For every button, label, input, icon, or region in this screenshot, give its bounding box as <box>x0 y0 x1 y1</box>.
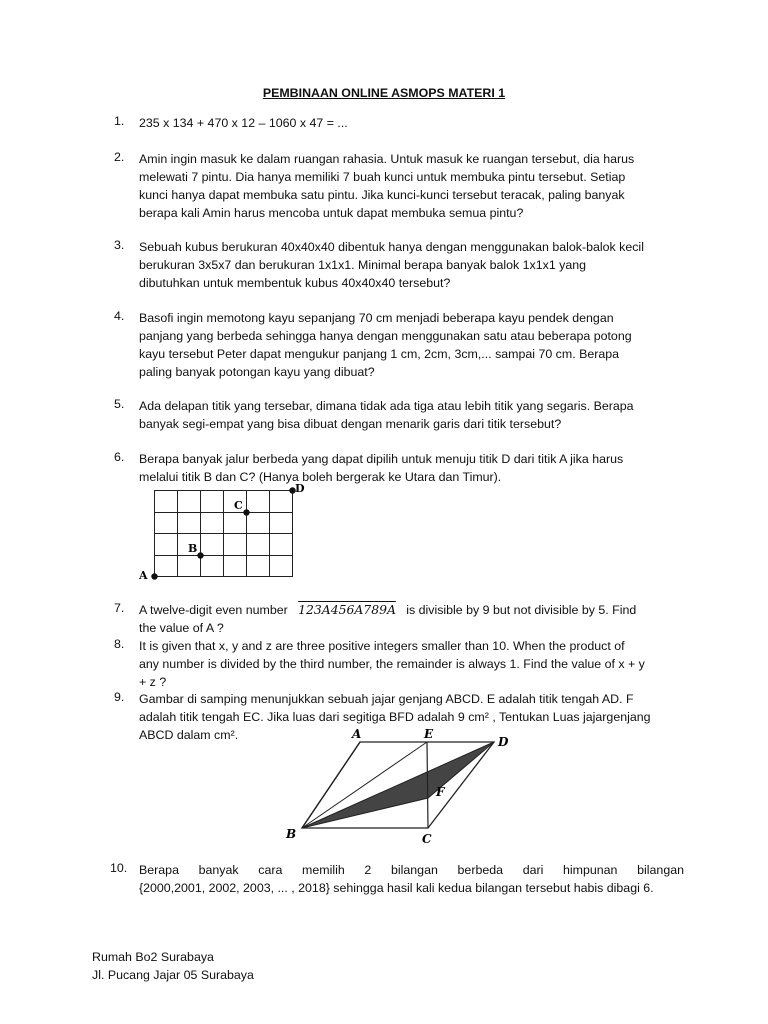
text-line: the value of A ? <box>139 621 224 635</box>
text-line: berukuran 3x5x7 dan berukuran 1x1x1. Minimal berapa banyak balok 1x1x1 yang <box>139 258 587 272</box>
text-line: paling banyak potongan kayu yang dibuat? <box>139 365 375 379</box>
label-a: A <box>352 727 362 741</box>
text-segment: is divisible by 9 but not divisible by 5. Find <box>406 603 637 617</box>
text-line: panjang yang berbeda sehingga hanya dengan menggunakan satu atau beberapa potong <box>139 329 632 343</box>
text-line: It is given that x, y and z are three positive integers smaller than 10. When the product of <box>139 639 625 653</box>
problem-10-text <box>139 861 684 897</box>
problem-number: 2. <box>114 150 125 164</box>
point-a <box>151 573 157 579</box>
text-line: kayu tersebut Peter dapat mengukur panjang 1 cm, 2cm, 3cm,... sampai 70 cm. Berapa <box>139 347 620 361</box>
problem-number: 7. <box>114 601 125 615</box>
problem-number: 10. <box>110 861 128 875</box>
overlined-number: 123A456A789A <box>298 602 396 617</box>
problem-number: 1. <box>114 114 125 128</box>
problem-3-text <box>139 238 684 292</box>
problem-number: 8. <box>114 637 125 651</box>
problem-number: 6. <box>114 450 125 464</box>
label-e: E <box>424 727 434 741</box>
grid-diagram <box>130 478 310 586</box>
text-line: Sebuah kubus berukuran 40x40x40 dibentuk hanya dengan menggunakan balok-balok kecil <box>139 240 644 254</box>
label-a: A <box>139 569 148 582</box>
text-line: Ada delapan titik yang tersebar, dimana tidak ada tiga atau lebih titik yang segaris. Berapa <box>139 399 634 413</box>
text-line: ABCD dalam cm². <box>139 728 239 742</box>
footer-line: Jl. Pucang Jajar 05 Surabaya <box>92 968 254 982</box>
point-c <box>243 509 249 515</box>
problem-number: 5. <box>114 397 125 411</box>
text-line: any number is divided by the third number, the remainder is always 1. Find the value of x + y <box>139 657 645 671</box>
text-line: Basofi ingin memotong kayu sepanjang 70 cm menjadi beberapa kayu pendek dengan <box>139 311 614 325</box>
problem-5-text <box>139 397 684 433</box>
label-b: B <box>188 542 198 555</box>
text-line: + z ? <box>139 675 167 689</box>
text-line: Berapa banyak cara memilih 2 bilangan berbeda dari himpunan bilangan <box>139 863 684 877</box>
problem-number: 4. <box>114 309 125 323</box>
text-line: banyak segi-empat yang bisa dibuat dengan menarik garis dari titik tersebut? <box>139 417 562 431</box>
segment-ec <box>427 742 428 828</box>
problem-1-text: 235 x 134 + 470 x 12 – 1060 x 47 = ... <box>139 116 348 130</box>
text-segment: A twelve-digit even number <box>139 603 288 617</box>
problem-7-text <box>139 601 684 637</box>
text-line <box>139 601 684 619</box>
text-line: kunci hanya dapat membuka satu pintu. Jika kunci-kunci tersebut teracak, paling banyak <box>139 188 625 202</box>
footer-line: Rumah Bo2 Surabaya <box>92 950 214 964</box>
text-line: Amin ingin masuk ke dalam ruangan rahasia. Untuk masuk ke ruangan tersebut, dia harus <box>139 152 635 166</box>
text-line: {2000,2001, 2002, 2003, ... , 2018} sehingga hasil kali kedua bilangan tersebut habis dibagi 6. <box>139 881 654 895</box>
footer <box>92 948 254 984</box>
problem-number: 9. <box>114 690 125 704</box>
text-line: Gambar di samping menunjukkan sebuah jajar genjang ABCD. E adalah titik tengah AD. F <box>139 692 634 706</box>
text-line: berapa kali Amin harus mencoba untuk dapat membuka semua pintu? <box>139 206 524 220</box>
problem-number: 3. <box>114 238 125 252</box>
parallelogram-diagram <box>280 726 520 848</box>
label-d: D <box>498 735 509 749</box>
text-line: melewati 7 pintu. Dia hanya memiliki 7 buah kunci untuk membuka pintu tersebut. Setiap <box>139 170 626 184</box>
point-b <box>197 552 203 558</box>
text-line: dibutuhkan untuk membentuk kubus 40x40x40 tersebut? <box>139 276 451 290</box>
label-d: D <box>295 482 305 495</box>
grid-lines <box>155 491 293 577</box>
label-c: C <box>422 832 432 846</box>
text-line: melalui titik B dan C? (Hanya boleh bergerak ke Utara dan Timur). <box>139 470 502 484</box>
label-c: C <box>234 499 243 512</box>
problem-2-text <box>139 150 684 222</box>
text-line: adalah titik tengah EC. Jika luas dari segitiga BFD adalah 9 cm² , Tentukan Luas jajargenjang <box>139 710 651 724</box>
problem-8-text <box>139 637 684 691</box>
label-b: B <box>286 827 297 841</box>
text-line: Berapa banyak jalur berbeda yang dapat dipilih untuk menuju titik D dari titik A jika harus <box>139 452 624 466</box>
problem-4-text <box>139 309 684 381</box>
label-f: F <box>436 785 445 799</box>
page-title: PEMBINAAN ONLINE ASMOPS MATERI 1 <box>262 86 506 100</box>
